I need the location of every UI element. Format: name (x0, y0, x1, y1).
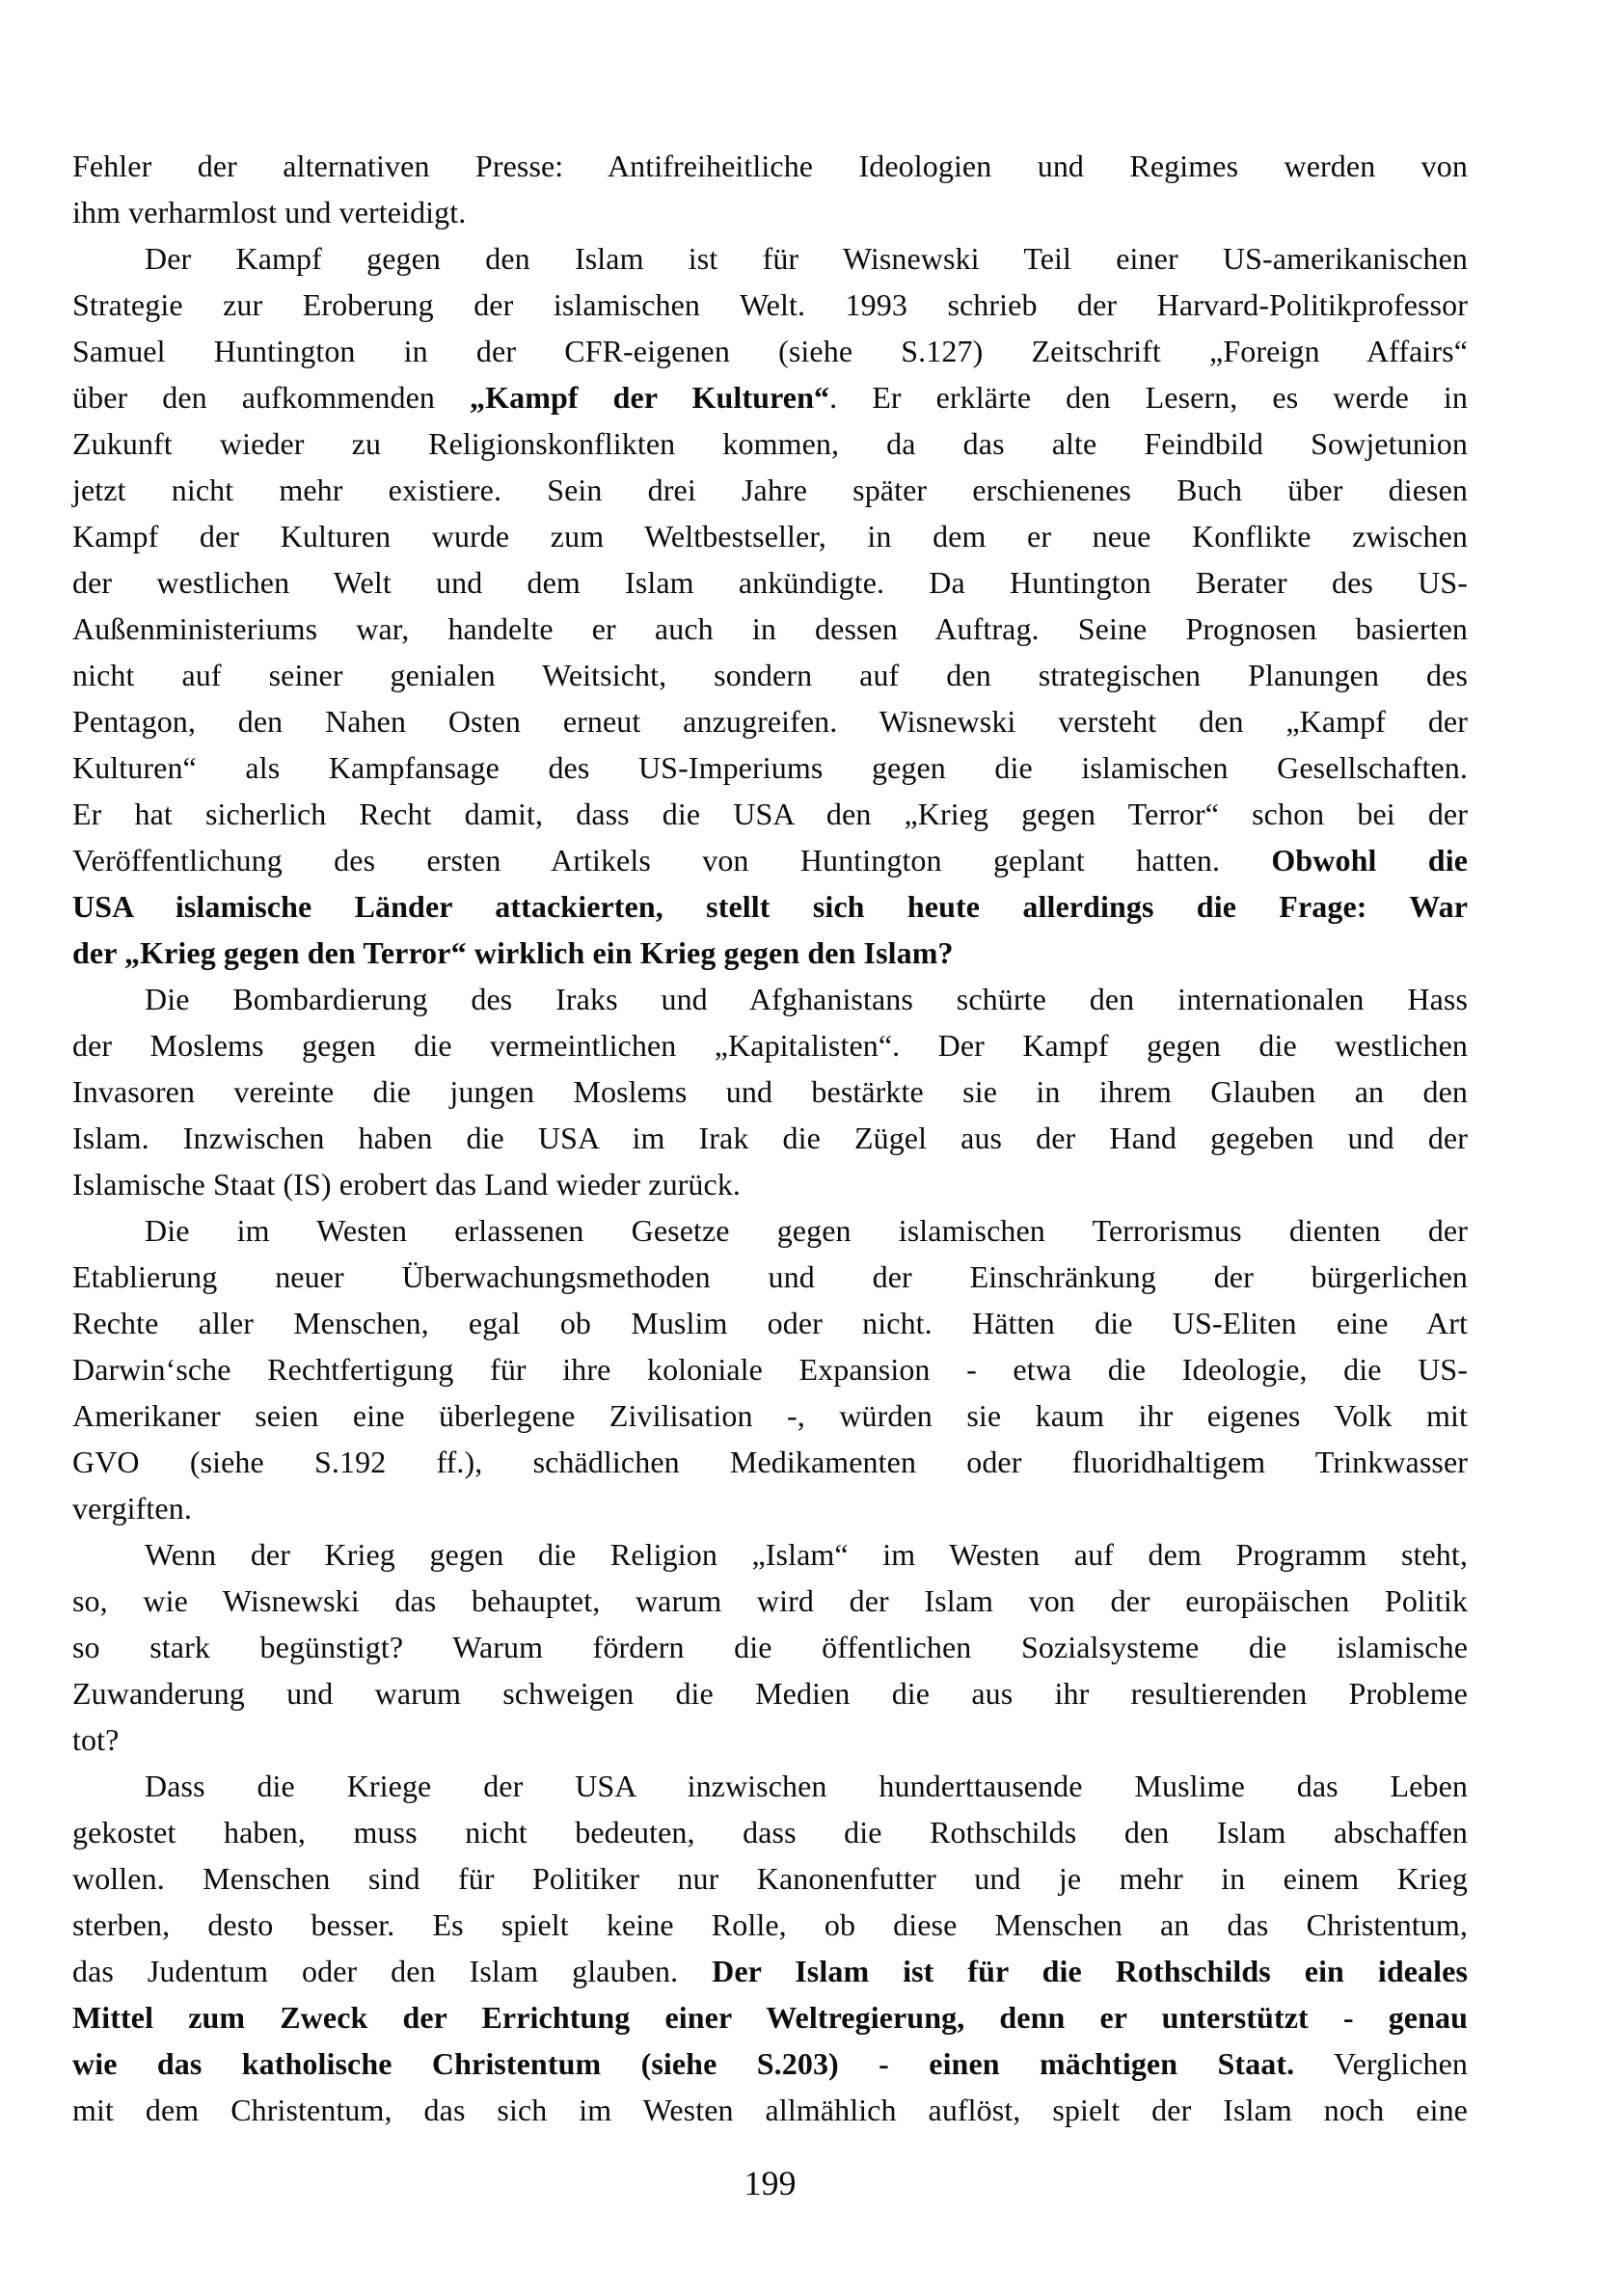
text-segment: Zuwanderung und warum schweigen die Medien die aus ihr resultierenden Probleme (72, 1676, 1468, 1711)
text-segment: sterben, desto besser. Es spielt keine Rolle, ob diese Menschen an das Christentum, (72, 1907, 1468, 1942)
page-number: 199 (744, 2164, 797, 2202)
text-line (72, 1485, 1468, 1531)
text-segment: Die Bombardierung des Iraks und Afghanistans schürte den internationalen Hass (145, 982, 1468, 1016)
text-segment: tot? (72, 1722, 120, 1757)
bold-text-segment: Obwohl die (1271, 843, 1468, 878)
text-line (72, 467, 1468, 513)
text-line (72, 1624, 1468, 1670)
page-text-column (72, 143, 1468, 2133)
text-line (72, 837, 1468, 883)
text-line (72, 1902, 1468, 1948)
text-segment: Amerikaner seien eine überlegene Zivilisation -, würden sie kaum ihr eigenes Volk mit (72, 1398, 1468, 1433)
text-segment: Samuel Huntington in der CFR-eigenen (siehe S.127) Zeitschrift „Foreign Affairs“ (72, 334, 1468, 368)
text-line (72, 1763, 1468, 1809)
text-line (72, 328, 1468, 374)
text-segment: nicht auf seiner genialen Weitsicht, sondern auf den strategischen Planungen des (72, 658, 1468, 692)
text-line (72, 1809, 1468, 1855)
text-line (72, 883, 1468, 930)
bold-text-segment: USA islamische Länder attackierten, stellt sich heute allerdings die Frage: War (72, 889, 1468, 924)
bold-text-segment: Der Islam ist für die Rothschilds ein ideales (712, 1954, 1469, 1988)
text-segment: Die im Westen erlassenen Gesetze gegen islamischen Terrorismus dienten der (145, 1213, 1468, 1248)
text-line (72, 374, 1468, 420)
text-segment: Pentagon, den Nahen Osten erneut anzugreifen. Wisnewski versteht den „Kampf der (72, 704, 1468, 739)
text-line (72, 1161, 1468, 1207)
text-segment: so, wie Wisnewski das behauptet, warum wird der Islam von der europäischen Politik (72, 1583, 1468, 1618)
text-line (72, 1531, 1468, 1578)
text-segment: vergiften. (72, 1491, 192, 1526)
text-line (72, 1068, 1468, 1115)
bold-text-segment: der „Krieg gegen den Terror“ wirklich ein Krieg gegen den Islam? (72, 935, 954, 970)
text-segment: so stark begünstigt? Warum fördern die öffentlichen Sozialsysteme die islamische (72, 1630, 1468, 1664)
text-segment: Der Kampf gegen den Islam ist für Wisnewski Teil einer US-amerikanischen (145, 241, 1468, 276)
bold-text-segment: „Kampf der Kulturen“ (470, 380, 830, 415)
text-segment: wollen. Menschen sind für Politiker nur Kanonenfutter und je mehr in einem Krieg (72, 1861, 1468, 1896)
text-line (72, 513, 1468, 559)
text-line (72, 1300, 1468, 1346)
text-line (72, 744, 1468, 791)
text-line (72, 1022, 1468, 1068)
text-line (72, 1254, 1468, 1300)
text-segment: GVO (siehe S.192 ff.), schädlichen Medikamenten oder fluoridhaltigem Trinkwasser (72, 1445, 1468, 1479)
text-segment: Veröffentlichung des ersten Artikels von Huntington geplant hatten. (72, 843, 1272, 878)
text-segment: jetzt nicht mehr existiere. Sein drei Jahre später erschienenes Buch über diesen (72, 473, 1468, 507)
text-line (72, 282, 1468, 328)
text-segment: Wenn der Krieg gegen die Religion „Islam“ im Westen auf dem Programm steht, (145, 1537, 1468, 1572)
text-line (72, 1439, 1468, 1485)
text-line (72, 2040, 1468, 2087)
text-line (72, 559, 1468, 606)
text-line (72, 1115, 1468, 1161)
text-segment: Verglichen (1294, 2046, 1468, 2081)
text-line (72, 1670, 1468, 1716)
text-line (72, 791, 1468, 837)
text-segment: Islam. Inzwischen haben die USA im Irak die Zügel aus der Hand gegeben und der (72, 1121, 1468, 1155)
text-line (72, 189, 1468, 235)
text-segment: der Moslems gegen die vermeintlichen „Kapitalisten“. Der Kampf gegen die westlichen (72, 1028, 1468, 1063)
text-line (72, 652, 1468, 698)
text-line (72, 606, 1468, 652)
text-line (72, 2087, 1468, 2133)
text-segment: Strategie zur Eroberung der islamischen Welt. 1993 schrieb der Harvard-Politikprofessor (72, 287, 1468, 322)
text-segment: Fehler der alternativen Presse: Antifreiheitliche Ideologien und Regimes werden von (72, 149, 1468, 183)
bold-text-segment: wie das katholische Christentum (siehe S.203) - einen mächtigen Staat. (72, 2046, 1295, 2081)
text-line (72, 1578, 1468, 1624)
text-line (72, 1392, 1468, 1439)
text-segment: Rechte aller Menschen, egal ob Muslim oder nicht. Hätten die US-Eliten eine Art (72, 1306, 1468, 1340)
text-segment: Islamische Staat (IS) erobert das Land wieder zurück. (72, 1167, 742, 1202)
text-segment: das Judentum oder den Islam glauben. (72, 1954, 713, 1988)
text-segment: Invasoren vereinte die jungen Moslems und bestärkte sie in ihrem Glauben an den (72, 1074, 1468, 1109)
text-segment: gekostet haben, muss nicht bedeuten, dass die Rothschilds den Islam abschaffen (72, 1815, 1468, 1850)
text-segment: Er hat sicherlich Recht damit, dass die USA den „Krieg gegen Terror“ schon bei der (72, 797, 1468, 831)
text-line (72, 420, 1468, 467)
text-line (72, 1948, 1468, 1994)
text-line (72, 976, 1468, 1022)
text-line (72, 930, 1468, 976)
text-segment: Kulturen“ als Kampfansage des US-Imperiums gegen die islamischen Gesellschaften. (72, 750, 1468, 785)
text-segment: Etablierung neuer Überwachungsmethoden und der Einschränkung der bürgerlichen (72, 1259, 1468, 1294)
text-line (72, 1207, 1468, 1254)
text-segment: Kampf der Kulturen wurde zum Weltbestseller, in dem er neue Konflikte zwischen (72, 519, 1468, 554)
text-segment: Dass die Kriege der USA inzwischen hunderttausende Muslime das Leben (145, 1769, 1468, 1803)
text-line (72, 698, 1468, 744)
text-line (72, 1716, 1468, 1763)
text-segment: Außenministeriums war, handelte er auch in dessen Auftrag. Seine Prognosen basierten (72, 611, 1468, 646)
text-line (72, 143, 1468, 189)
text-segment: ihm verharmlost und verteidigt. (72, 195, 467, 230)
text-segment: der westlichen Welt und dem Islam ankündigte. Da Huntington Berater des US- (72, 565, 1468, 600)
text-line (72, 1346, 1468, 1392)
text-segment: Darwin‘sche Rechtfertigung für ihre koloniale Expansion - etwa die Ideologie, die US- (72, 1352, 1468, 1387)
text-line (72, 1994, 1468, 2040)
text-segment: . Er erklärte den Lesern, es werde in (829, 380, 1469, 415)
text-line (72, 1855, 1468, 1902)
text-segment: Zukunft wieder zu Religionskonflikten kommen, da das alte Feindbild Sowjetunion (72, 426, 1468, 461)
text-segment: über den aufkommenden (72, 380, 471, 415)
text-segment: mit dem Christentum, das sich im Westen allmählich auflöst, spielt der Islam noch eine (72, 2093, 1468, 2127)
text-line (72, 235, 1468, 282)
bold-text-segment: Mittel zum Zweck der Errichtung einer Weltregierung, denn er unterstützt - genau (72, 2000, 1468, 2035)
